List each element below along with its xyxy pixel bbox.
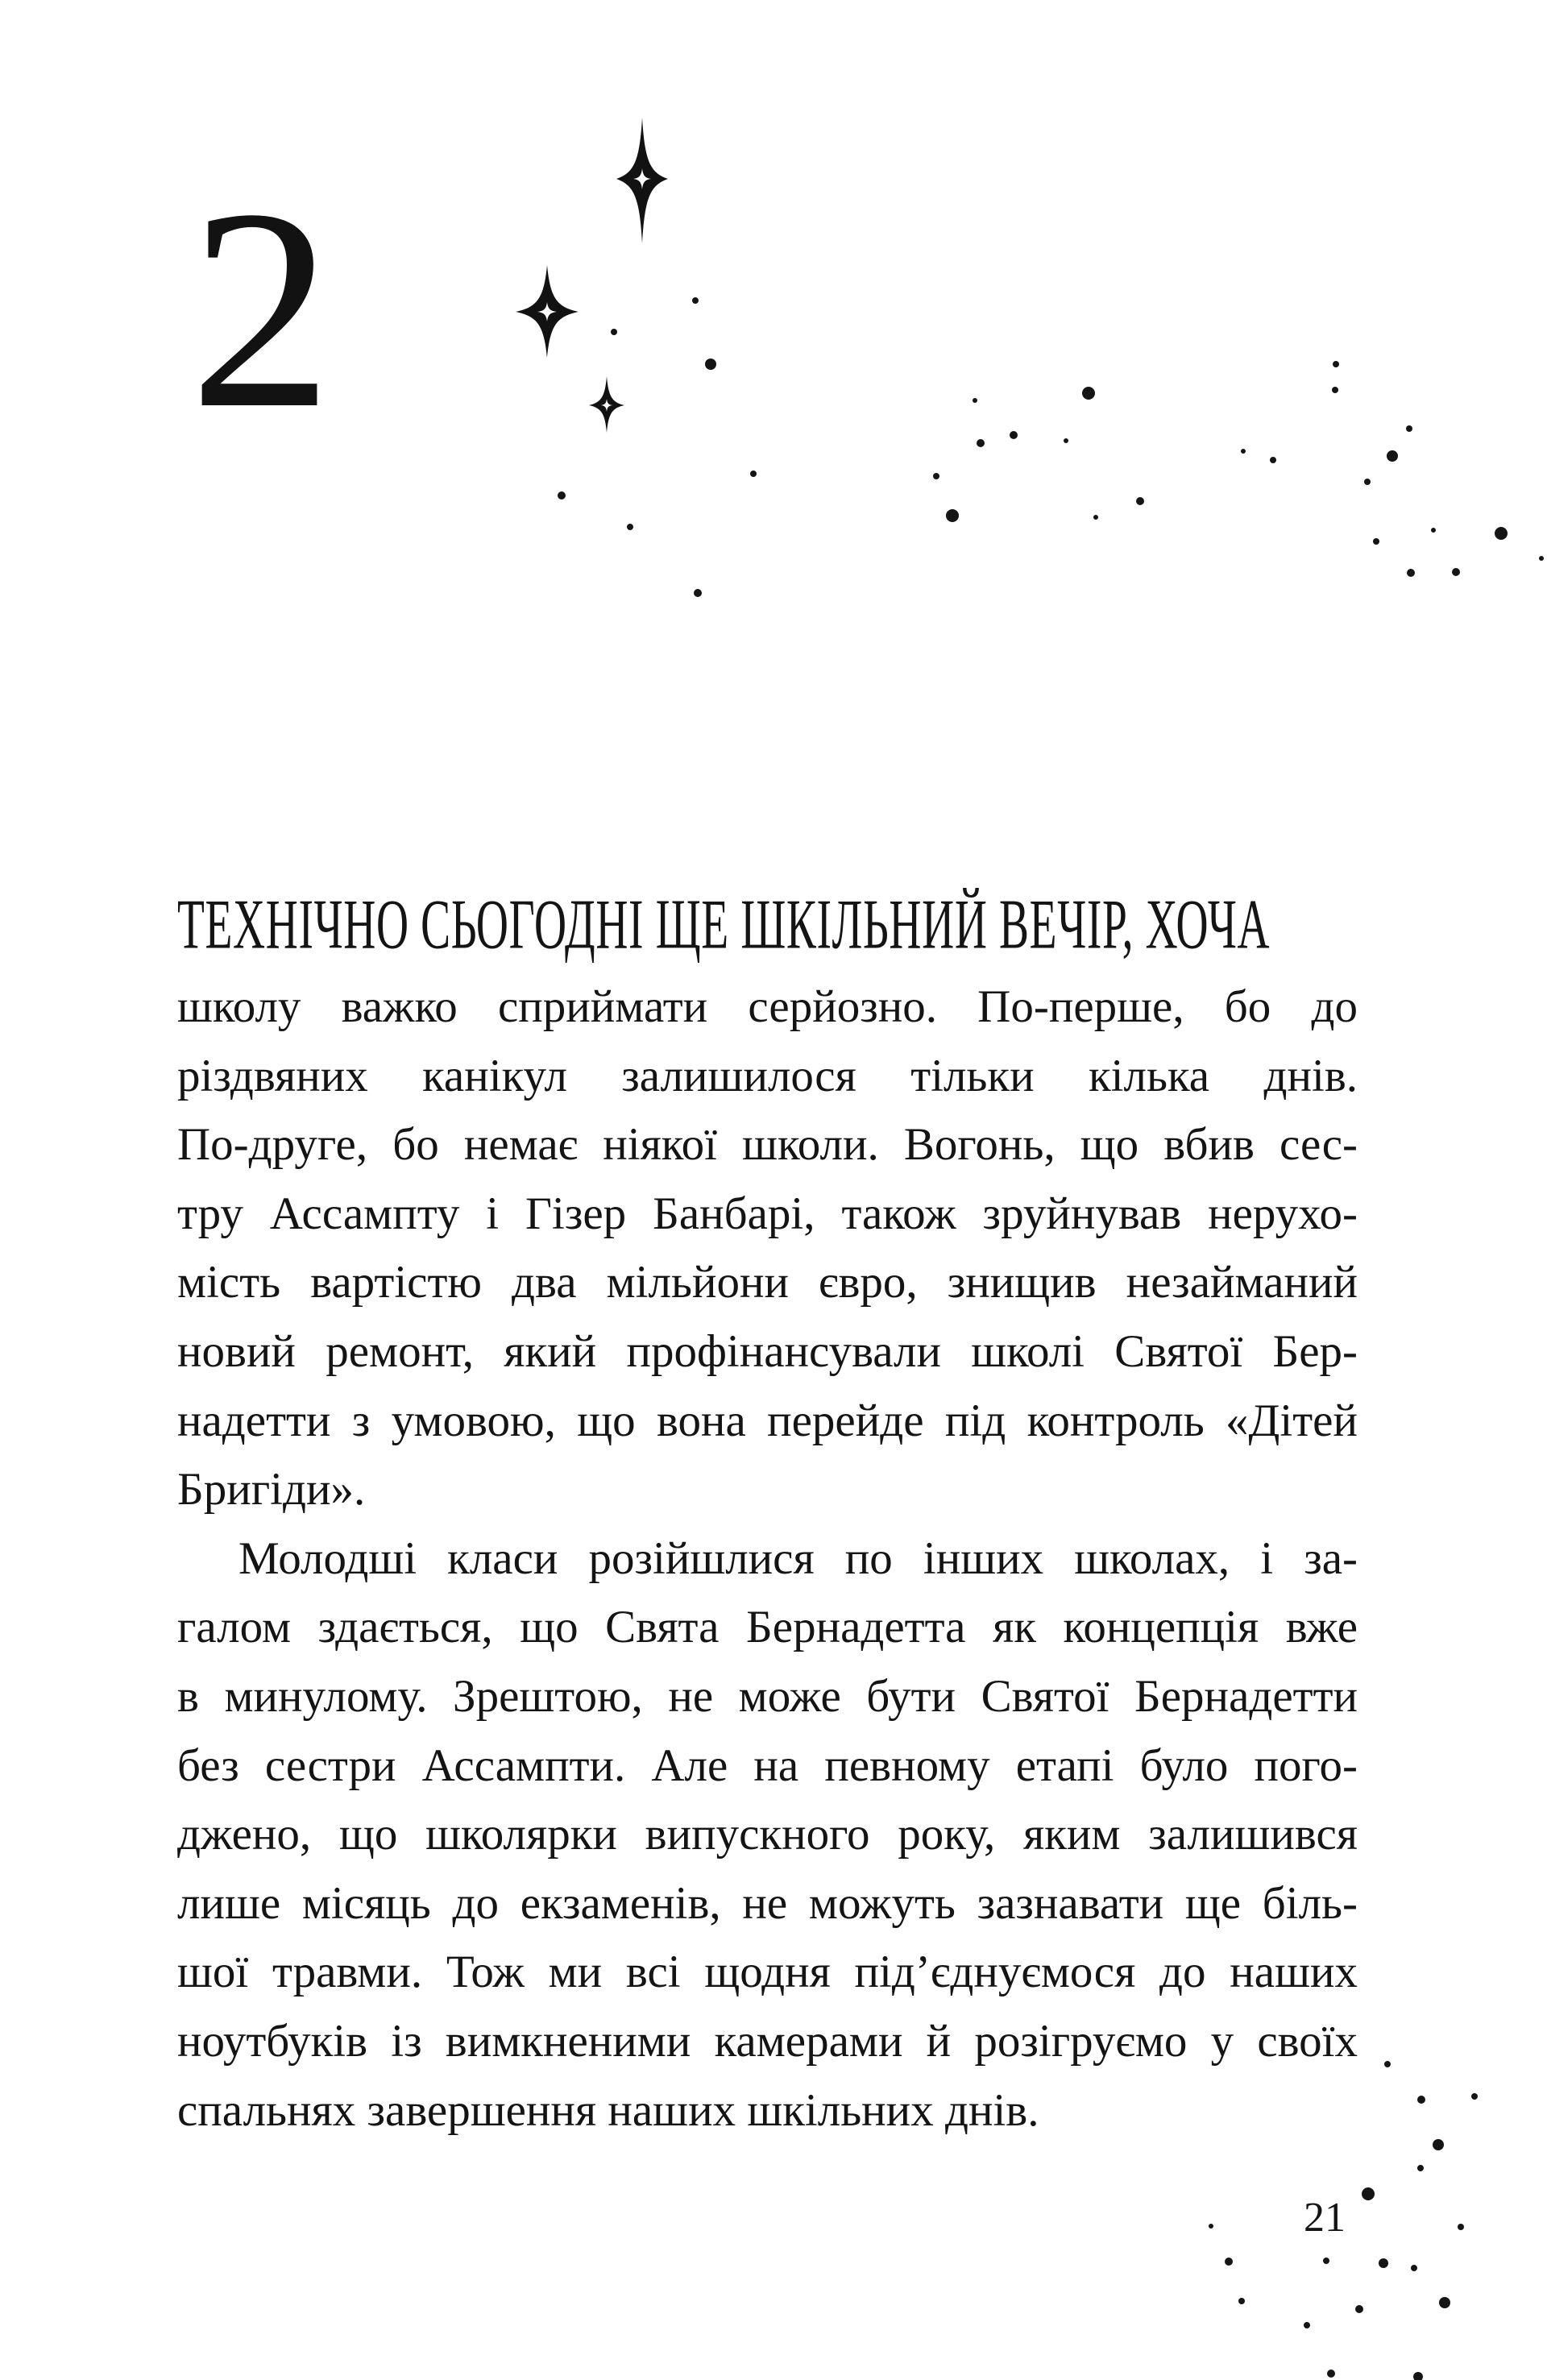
star-dot bbox=[1387, 450, 1398, 462]
star-dot bbox=[1136, 497, 1144, 505]
body-line: новий ремонт, який профінансували школі Святої Бер- bbox=[177, 1325, 1358, 1377]
body-line: в минулому. Зрештою, не може бути Святої Бернадетти bbox=[177, 1670, 1358, 1722]
star-dot bbox=[1238, 2298, 1245, 2304]
body-line: без сестри Ассампти. Але на певному етапі було пого- bbox=[177, 1739, 1358, 1791]
star-dot bbox=[627, 524, 633, 530]
star-dot bbox=[1413, 2372, 1423, 2380]
sparkle-star-small-icon bbox=[587, 373, 627, 436]
star-dot bbox=[1407, 569, 1415, 577]
body-text bbox=[177, 972, 1358, 2145]
body-line: галом здається, що Свята Бернадетта як концепція вже bbox=[177, 1602, 1358, 1653]
body-line: джено, що школярки випускного року, яким залишився bbox=[177, 1809, 1358, 1860]
star-dot bbox=[1082, 387, 1095, 400]
star-dot bbox=[1362, 2187, 1375, 2200]
star-dot bbox=[1304, 2322, 1310, 2328]
body-line: тру Ассампту і Гізер Банбарі, також зруйнував нерухо- bbox=[177, 1188, 1358, 1239]
star-dot bbox=[1406, 425, 1412, 432]
star-dot bbox=[611, 329, 617, 335]
chapter-lede-heading: ТЕХНІЧНО СЬОГОДНІ ЩЕ ШКІЛЬНИЙ ВЕЧІР, ХОЧА bbox=[177, 885, 1271, 964]
star-dot bbox=[1495, 527, 1508, 540]
star-dot bbox=[705, 359, 716, 370]
star-dot bbox=[1539, 556, 1544, 561]
star-dot bbox=[1327, 2370, 1335, 2378]
body-line: ноутбуків із вимкненими камерами й розігруємо у своїх bbox=[177, 2015, 1358, 2067]
star-dot bbox=[946, 509, 959, 522]
star-dot bbox=[977, 439, 985, 447]
star-dot bbox=[973, 398, 977, 403]
star-dot bbox=[1431, 528, 1436, 533]
body-line: надетти з умовою, що вона перейде під контроль «Дітей bbox=[177, 1395, 1358, 1446]
star-dot bbox=[1439, 2297, 1450, 2308]
body-line: шої травми. Тож ми всі щодня під’єднуємося до наших bbox=[177, 1947, 1358, 1998]
star-dot bbox=[1384, 2061, 1391, 2067]
star-dot bbox=[1010, 431, 1018, 439]
star-dot bbox=[694, 589, 702, 597]
star-dot bbox=[1333, 361, 1339, 367]
star-dot bbox=[1364, 479, 1371, 485]
star-dot bbox=[1458, 2224, 1464, 2230]
star-dot bbox=[1411, 2265, 1417, 2271]
sparkle-star-medium-icon bbox=[513, 262, 581, 360]
star-dot bbox=[1270, 457, 1276, 463]
star-dot bbox=[1064, 438, 1068, 443]
star-dot bbox=[692, 297, 699, 304]
star-dot bbox=[558, 491, 566, 500]
sparkle-star-large-icon bbox=[610, 114, 674, 247]
body-line: мість вартістю два мільйони євро, знищив незайманий bbox=[177, 1257, 1358, 1308]
body-line: лише місяць до екзаменів, не можуть зазнавати ще біль- bbox=[177, 1877, 1358, 1929]
star-dot bbox=[1332, 387, 1338, 393]
page-number: 21 bbox=[1304, 2195, 1346, 2241]
star-dot bbox=[1379, 2258, 1388, 2268]
body-line: школу важко сприймати серйозно. По-перше, бо до bbox=[177, 981, 1358, 1032]
chapter-number: 2 bbox=[189, 151, 333, 468]
star-dot bbox=[1452, 568, 1460, 576]
star-dot bbox=[1093, 515, 1098, 520]
star-dot bbox=[1355, 2305, 1363, 2313]
star-dot bbox=[1417, 2165, 1424, 2171]
body-line: По-друге, бо немає ніякої школи. Вогонь, що вбив сес- bbox=[177, 1119, 1358, 1171]
body-line: різдвяних канікул залишилося тільки кілька днів. bbox=[177, 1050, 1358, 1101]
star-dot bbox=[1471, 2093, 1478, 2100]
star-dot bbox=[1225, 2258, 1233, 2266]
star-dot bbox=[1209, 2224, 1213, 2229]
body-line: Молодші класи розійшлися по інших школах, і за- bbox=[238, 1532, 1358, 1584]
star-dot bbox=[1241, 449, 1246, 454]
star-dot bbox=[1323, 2258, 1329, 2264]
body-line: Бригіди». bbox=[177, 1464, 366, 1515]
body-line: спальнях завершення наших шкільних днів. bbox=[177, 2084, 1039, 2136]
star-dot bbox=[933, 473, 939, 479]
star-dot bbox=[750, 471, 757, 477]
star-dot bbox=[1433, 2139, 1444, 2150]
star-dot bbox=[1373, 538, 1379, 545]
star-dot bbox=[1417, 2096, 1425, 2104]
